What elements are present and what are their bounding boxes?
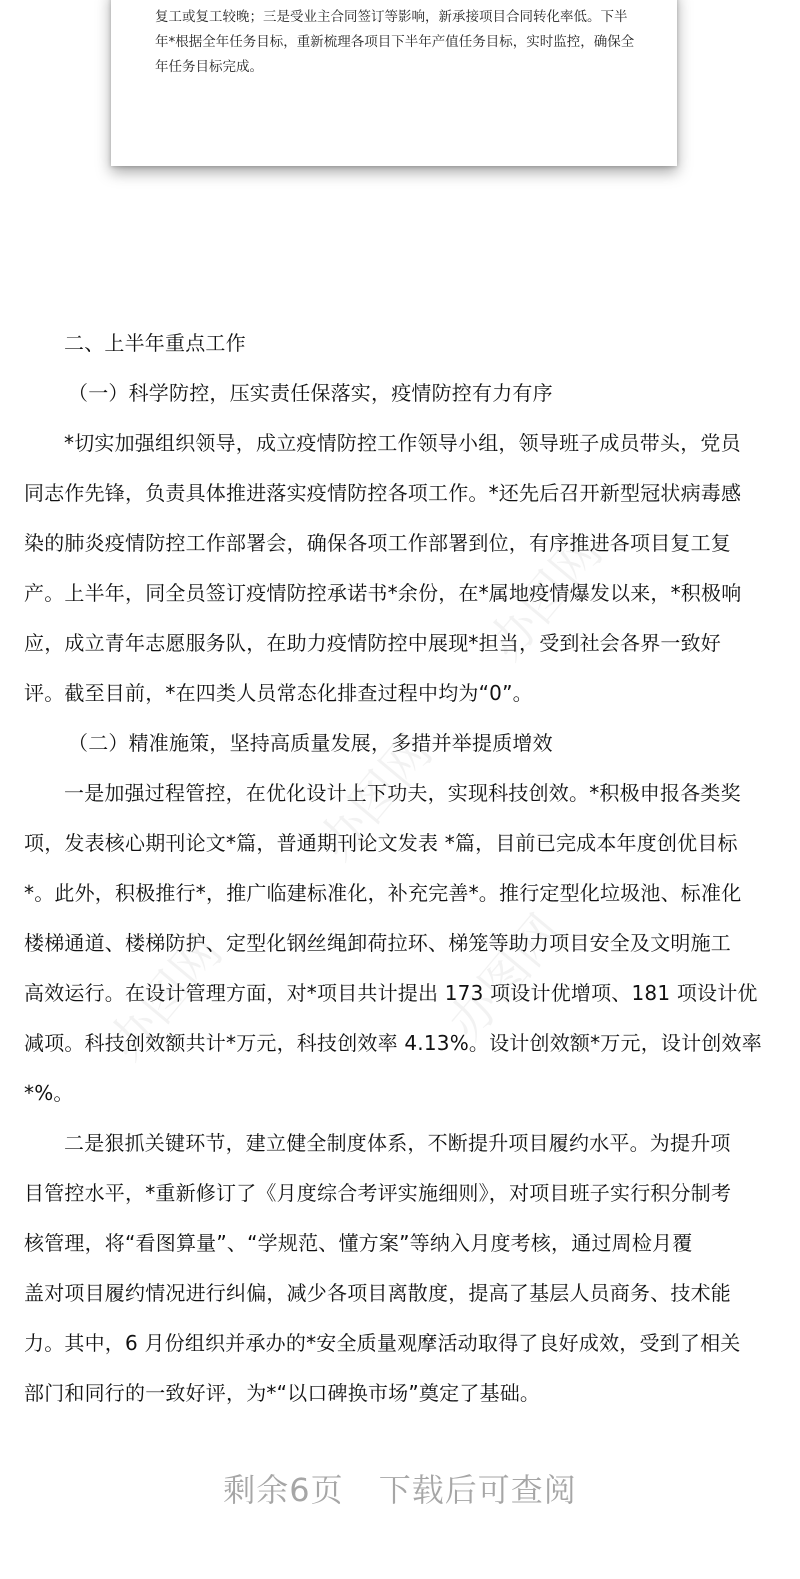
- remaining-pages-label: 剩余6页: [223, 1471, 344, 1509]
- preview-line: 年*根据全年任务目标，重新梳理各项目下半年产值任务目标，实时监控，确保全: [155, 34, 635, 50]
- subsection-heading: （二）精准施策，坚持高质量发展，多措并举提质增效: [68, 731, 553, 755]
- preview-page-text: [155, 5, 640, 80]
- paragraph-epidemic-control: [24, 418, 776, 718]
- paragraph-line: *切实加强组织领导，成立疫情防控工作领导小组，领导班子成员带头，党员: [64, 431, 741, 455]
- paragraph-line: 部门和同行的一致好评，为*“以口碑换市场”奠定了基础。: [24, 1381, 541, 1405]
- paragraph-line: 核管理，将“看图算量”、“学规范、懂方案”等纳入月度考核，通过周检月覆: [24, 1231, 693, 1255]
- paragraph-process-control: [24, 768, 776, 1118]
- watermark: 办图网: [437, 904, 574, 1051]
- watermark: 办图网: [307, 724, 444, 871]
- watermark: 办图网: [477, 524, 614, 671]
- download-to-view-label[interactable]: 下载后可查阅: [378, 1471, 577, 1509]
- paragraph-line: *%。: [24, 1081, 74, 1105]
- preview-line: 复工或复工较晚；三是受业主合同签订等影响，新承接项目合同转化率低。下半: [155, 9, 628, 25]
- paragraph-key-links: [24, 1118, 776, 1418]
- paragraph-line: 染的肺炎疫情防控工作部署会，确保各项工作部署到位，有序推进各项目复工复: [24, 531, 731, 555]
- paragraph-line: 高效运行。在设计管理方面，对*项目共计提出 173 项设计优增项、181 项设计优: [24, 981, 758, 1005]
- paragraph-line: 盖对项目履约情况进行纠偏，减少各项目离散度，提高了基层人员商务、技术能: [24, 1281, 731, 1305]
- paragraph-line: 力。其中，6 月份组织并承办的*安全质量观摩活动取得了良好成效，受到了相关: [24, 1331, 741, 1355]
- paragraph-line: 应，成立青年志愿服务队，在助力疫情防控中展现*担当，受到社会各界一致好: [24, 631, 721, 655]
- subsection-heading: （一）科学防控，压实责任保落实，疫情防控有力有序: [68, 381, 553, 405]
- paragraph-line: 目管控水平，*重新修订了《月度综合考评实施细则》，对项目班子实行积分制考: [24, 1181, 732, 1205]
- paragraph-line: 减项。科技创效额共计*万元，科技创效率 4.13%。设计创效额*万元，设计创效率: [24, 1031, 762, 1055]
- paragraph-line: 二是狠抓关键环节，建立健全制度体系，不断提升项目履约水平。为提升项: [64, 1131, 731, 1155]
- paragraph-line: 项，发表核心期刊论文*篇，普通期刊论文发表 *篇，目前已完成本年度创优目标: [24, 831, 738, 855]
- watermark: 办图网: [97, 924, 234, 1071]
- preview-line: 年任务目标完成。: [155, 59, 263, 75]
- section-heading: 二、上半年重点工作: [64, 331, 246, 355]
- paragraph-line: 同志作先锋，负责具体推进落实疫情防控各项工作。*还先后召开新型冠状病毒感: [24, 481, 742, 505]
- document-body: [24, 318, 776, 1418]
- paragraph-line: 产。上半年，同全员签订疫情防控承诺书*余份，在*属地疫情爆发以来，*积极响: [24, 581, 742, 605]
- paragraph-line: 一是加强过程管控，在优化设计上下功夫，实现科技创效。*积极申报各类奖: [64, 781, 741, 805]
- paragraph-line: 楼梯通道、楼梯防护、定型化钢丝绳卸荷拉环、梯笼等助力项目安全及文明施工: [24, 931, 731, 955]
- paragraph-line: 评。截至目前，*在四类人员常态化排查过程中均为“0”。: [24, 681, 533, 705]
- download-prompt[interactable]: [0, 1465, 800, 1511]
- paragraph-line: *。此外，积极推行*，推广临建标准化，补充完善*。推行定型化垃圾池、标准化: [24, 881, 742, 905]
